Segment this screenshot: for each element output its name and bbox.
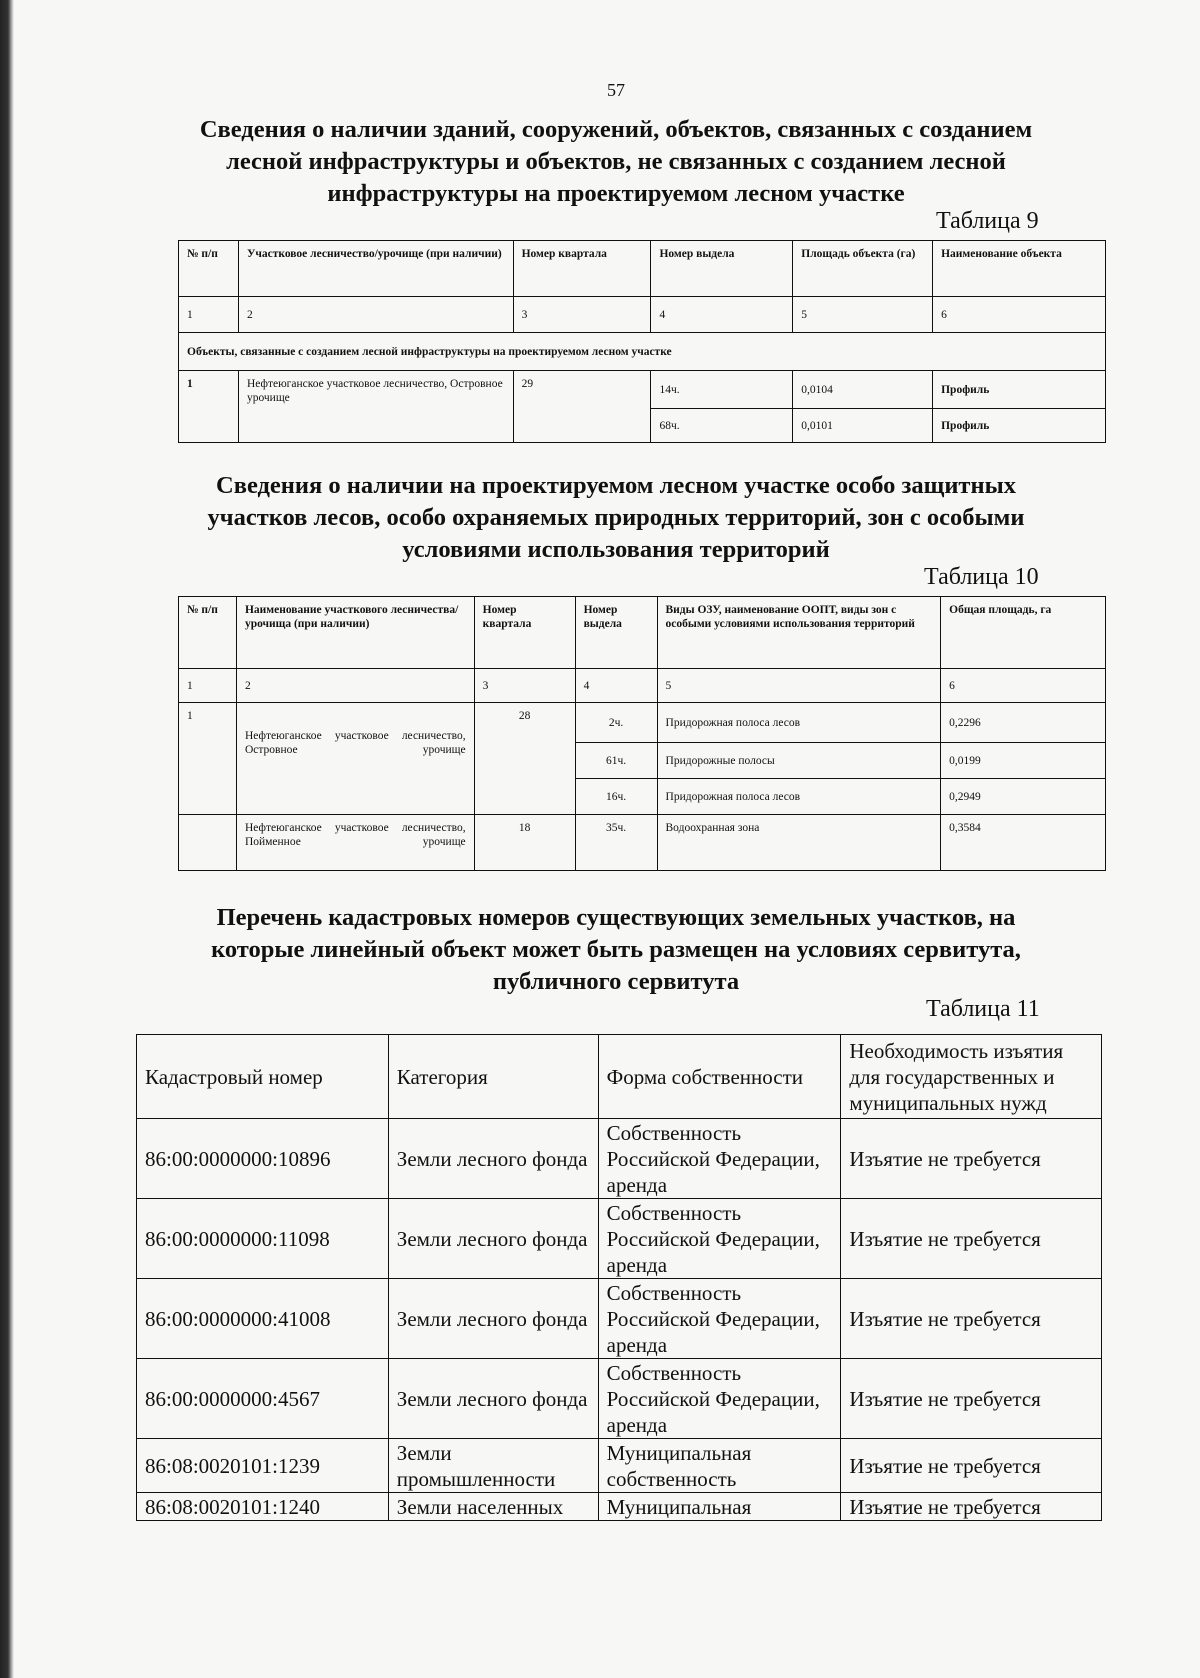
table9 (178, 240, 1106, 443)
number-cell: 4 (575, 669, 657, 703)
area-cell: 0,0101 (793, 409, 933, 443)
header-cell: Виды ОЗУ, наименование ООПТ, виды зон с особыми условиями использования территорий (657, 597, 941, 669)
number-cell: 1 (179, 297, 239, 333)
heading-line: Перечень кадастровых номеров существующих земельных участков, на (216, 904, 1016, 931)
quarter-cell: 18 (474, 815, 575, 871)
table-row (137, 1359, 1102, 1439)
quarter-cell: 29 (513, 371, 651, 443)
ownership-cell: Собственность Российской Федерации, аренда (598, 1279, 841, 1359)
header-cell: Форма собственности (598, 1035, 841, 1119)
area-cell: 0,2949 (941, 779, 1106, 815)
row-number-cell: 1 (179, 371, 239, 443)
header-cell: Общая площадь, га (941, 597, 1106, 669)
number-cell: 3 (513, 297, 651, 333)
table-row (137, 1199, 1102, 1279)
heading-line: которые линейный объект может быть размещен на условиях сервитута, (211, 936, 1021, 963)
header-cell: Кадастровый номер (137, 1035, 389, 1119)
forestry-cell (236, 703, 474, 815)
cadastral-number-cell: 86:00:0000000:41008 (137, 1279, 389, 1359)
number-cell: 1 (179, 669, 237, 703)
scan-edge (0, 0, 14, 1678)
zone-type-cell: Водоохранная зона (657, 815, 941, 871)
area-cell: 0,0104 (793, 371, 933, 409)
forestry-text: Нефтеюганское участковое лесничество, Пойменное урочище (244, 822, 466, 848)
cadastral-number-cell: 86:08:0020101:1239 (137, 1439, 389, 1493)
table-header-row (137, 1035, 1102, 1119)
category-cell: Земли лесного фонда (388, 1199, 598, 1279)
table-number-row (179, 669, 1106, 703)
vydel-cell: 14ч. (651, 371, 793, 409)
vydel-cell: 16ч. (575, 779, 657, 815)
table-row (137, 1119, 1102, 1199)
header-cell: Категория (388, 1035, 598, 1119)
table-number-row (179, 297, 1106, 333)
category-cell: Земли лесного фонда (388, 1279, 598, 1359)
category-cell: Земли лесного фонда (388, 1119, 598, 1199)
number-cell: 5 (657, 669, 941, 703)
heading-line: публичного сервитута (492, 968, 740, 995)
ownership-cell: Муниципальная (598, 1493, 841, 1521)
zone-type-cell: Придорожная полоса лесов (657, 779, 941, 815)
heading-line: Сведения о наличии на проектируемом лесном участке особо защитных (216, 472, 1016, 499)
table-row (179, 815, 1106, 871)
number-cell: 5 (793, 297, 933, 333)
table-row (137, 1439, 1102, 1493)
forestry-cell: Нефтеюганское участковое лесничество, Островное урочище (238, 371, 513, 443)
ownership-cell: Муниципальная собственность (598, 1439, 841, 1493)
zone-type-cell: Придорожная полоса лесов (657, 703, 941, 743)
forestry-cell (236, 815, 474, 871)
cadastral-number-cell: 86:08:0020101:1240 (137, 1493, 389, 1521)
cadastral-number-cell: 86:00:0000000:4567 (137, 1359, 389, 1439)
heading-line: лесной инфраструктуры и объектов, не связанных с созданием лесной (226, 148, 1006, 175)
table-row (179, 703, 1106, 743)
category-cell: Земли лесного фонда (388, 1359, 598, 1439)
vydel-cell: 61ч. (575, 743, 657, 779)
table-header-row (179, 241, 1106, 297)
ownership-cell: Собственность Российской Федерации, аренда (598, 1199, 841, 1279)
area-cell: 0,2296 (941, 703, 1106, 743)
cadastral-number-cell: 86:00:0000000:11098 (137, 1199, 389, 1279)
table11-heading (150, 902, 1082, 998)
table10-caption: Таблица 10 (924, 564, 1039, 590)
section-row (179, 333, 1106, 371)
heading-line: условиями использования территорий (402, 536, 830, 563)
header-cell: Площадь объекта (га) (793, 241, 933, 297)
number-cell: 2 (236, 669, 474, 703)
vydel-cell: 35ч. (575, 815, 657, 871)
table9-heading (150, 114, 1082, 210)
number-cell: 6 (933, 297, 1106, 333)
number-cell: 6 (941, 669, 1106, 703)
header-cell: Необходимость изъятия для государственных и муниципальных нужд (841, 1035, 1102, 1119)
header-cell: Номер выдела (651, 241, 793, 297)
quarter-cell: 28 (474, 703, 575, 815)
section-cell: Объекты, связанные с созданием лесной инфраструктуры на проектируемом лесном участке (179, 333, 1106, 371)
forestry-text: Нефтеюганское участковое лесничество, Островное урочище (244, 730, 466, 756)
heading-line: участков лесов, особо охраняемых природных территорий, зон с особыми (207, 504, 1025, 531)
seizure-need-cell: Изъятие не требуется (841, 1439, 1102, 1493)
seizure-need-cell: Изъятие не требуется (841, 1493, 1102, 1521)
header-cell: Участковое лесничество/урочище (при наличии) (238, 241, 513, 297)
vydel-cell: 68ч. (651, 409, 793, 443)
header-cell: Номер квартала (474, 597, 575, 669)
header-cell: Номер квартала (513, 241, 651, 297)
zone-type-cell: Придорожные полосы (657, 743, 941, 779)
heading-line: инфраструктуры на проектируемом лесном участке (327, 180, 905, 207)
number-cell: 4 (651, 297, 793, 333)
header-cell: Наименование участкового лесничества/урочища (при наличии) (236, 597, 474, 669)
object-name-cell: Профиль (933, 371, 1106, 409)
number-cell: 2 (238, 297, 513, 333)
vydel-cell: 2ч. (575, 703, 657, 743)
object-name-cell: Профиль (933, 409, 1106, 443)
category-cell: Земли промышленности (388, 1439, 598, 1493)
seizure-need-cell: Изъятие не требуется (841, 1359, 1102, 1439)
table-row (179, 371, 1106, 409)
header-cell: № п/п (179, 597, 237, 669)
table-row (137, 1493, 1102, 1521)
table-row (137, 1279, 1102, 1359)
number-cell: 3 (474, 669, 575, 703)
header-cell: Наименование объекта (933, 241, 1106, 297)
area-cell: 0,3584 (941, 815, 1106, 871)
table-header-row (179, 597, 1106, 669)
header-cell: Номер выдела (575, 597, 657, 669)
table10-heading (150, 470, 1082, 566)
seizure-need-cell: Изъятие не требуется (841, 1199, 1102, 1279)
row-number-cell: 1 (179, 703, 237, 815)
table10 (178, 596, 1106, 871)
table9-caption: Таблица 9 (936, 208, 1039, 234)
header-cell: № п/п (179, 241, 239, 297)
seizure-need-cell: Изъятие не требуется (841, 1279, 1102, 1359)
category-cell: Земли населенных (388, 1493, 598, 1521)
ownership-cell: Собственность Российской Федерации, аренда (598, 1119, 841, 1199)
table11 (136, 1034, 1102, 1521)
ownership-cell: Собственность Российской Федерации, аренда (598, 1359, 841, 1439)
row-number-cell (179, 815, 237, 871)
heading-line: Сведения о наличии зданий, сооружений, объектов, связанных с созданием (199, 116, 1033, 143)
table11-caption: Таблица 11 (926, 996, 1040, 1022)
cadastral-number-cell: 86:00:0000000:10896 (137, 1119, 389, 1199)
area-cell: 0,0199 (941, 743, 1106, 779)
page-number: 57 (607, 80, 625, 100)
seizure-need-cell: Изъятие не требуется (841, 1119, 1102, 1199)
